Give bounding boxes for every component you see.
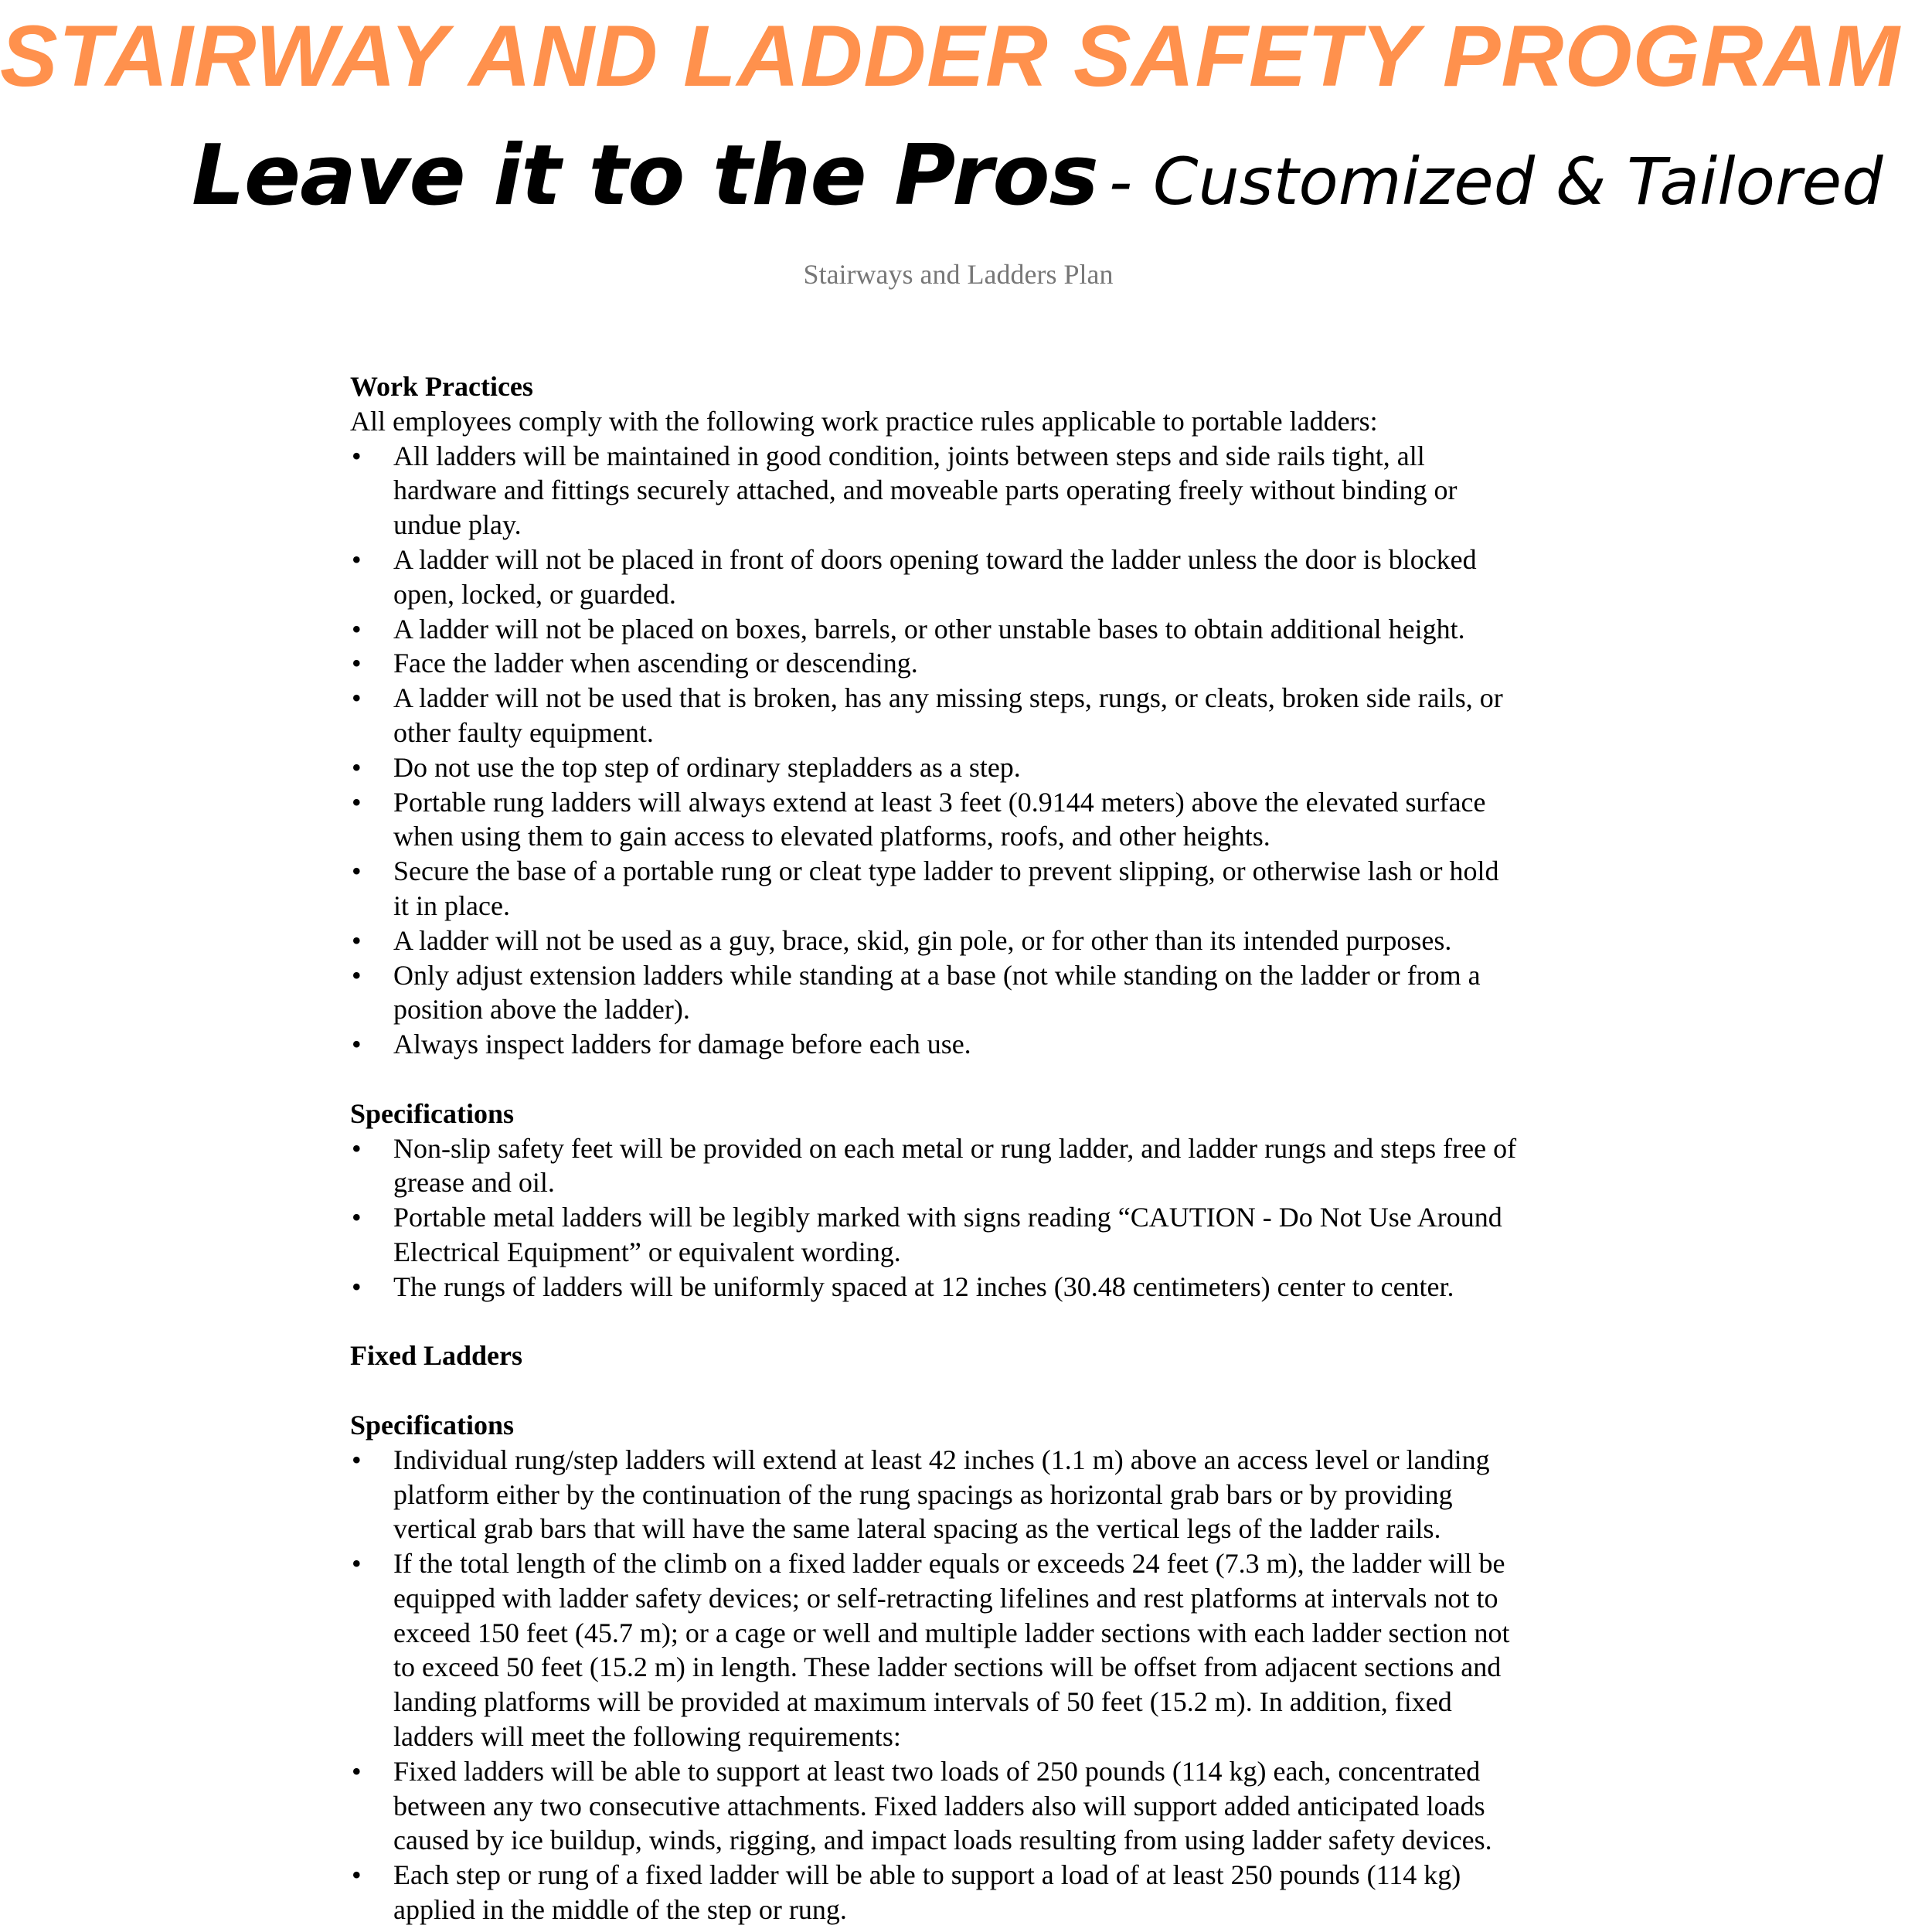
list-item — [350, 1200, 1587, 1270]
list-item-text: Do not use the top step of ordinary stepladders as a step. — [393, 751, 1021, 783]
list-item-text: Individual rung/step ladders will extend at least 42 inches (1.1 m) above an access level or landing — [393, 1444, 1490, 1475]
list-item-text: position above the ladder). — [393, 994, 690, 1026]
bullet-icon: • — [352, 1444, 362, 1475]
list-item-text: Electrical Equipment” or equivalent wording. — [393, 1236, 901, 1267]
list-item-text: it in place. — [393, 889, 510, 921]
list-item-text: Each step or rung of a fixed ladder will be able to support a load of at least 250 pounds (114 kg) — [393, 1859, 1461, 1891]
document-body — [350, 369, 1587, 1927]
list-item — [350, 646, 1587, 681]
list-item — [350, 854, 1587, 923]
bullet-icon: • — [352, 959, 362, 991]
list-item-text: A ladder will not be placed in front of doors opening toward the ladder unless the door is blocked — [393, 543, 1477, 575]
section-heading-fixed-ladders: Fixed Ladders — [350, 1340, 523, 1372]
list-item — [350, 1754, 1587, 1858]
list-item-text: A ladder will not be used that is broken, has any missing steps, rungs, or cleats, broken side rails, or — [393, 682, 1503, 714]
list-item-text: hardware and fittings securely attached, and moveable parts operating freely without binding or — [393, 474, 1458, 506]
list-item-text: to exceed 50 feet (15.2 m) in length. These ladder sections will be offset from adjacent sections and — [393, 1651, 1502, 1683]
work-practices-intro: All employees comply with the following work practice rules applicable to portable ladders: — [350, 405, 1378, 437]
list-item — [350, 439, 1587, 543]
bullet-icon: • — [352, 613, 362, 645]
bullet-icon: • — [352, 855, 362, 887]
list-item-text: grease and oil. — [393, 1167, 555, 1199]
list-item — [350, 750, 1587, 785]
list-item — [350, 1443, 1587, 1546]
tagline-main: Leave it to the Pros — [192, 128, 1098, 224]
list-item-text: applied in the middle of the step or rung. — [393, 1894, 847, 1926]
bullet-icon: • — [352, 440, 362, 471]
list-item — [350, 681, 1587, 750]
list-item-text: exceed 150 feet (45.7 m); or a cage or well and multiple ladder sections with each ladder section not — [393, 1617, 1510, 1648]
list-item-text: other faulty equipment. — [393, 716, 654, 748]
list-item — [350, 1027, 1587, 1062]
list-item-text: landing platforms will be provided at maximum intervals of 50 feet (15.2 m). In addition, fixed — [393, 1686, 1452, 1718]
list-item — [350, 1270, 1587, 1304]
list-item-text: equipped with ladder safety devices; or self-retracting lifelines and rest platforms at intervals not to — [393, 1582, 1498, 1614]
document-subtitle: Stairways and Ladders Plan — [803, 259, 1114, 290]
tagline — [192, 128, 1883, 224]
bullet-icon: • — [352, 682, 362, 714]
bullet-icon: • — [352, 924, 362, 956]
bullet-icon: • — [352, 648, 362, 679]
list-item-text: caused by ice buildup, winds, rigging, and impact loads resulting from using ladder safety devices. — [393, 1825, 1492, 1856]
program-title: STAIRWAY AND LADDER SAFETY PROGRAM — [0, 8, 1900, 104]
list-item — [350, 958, 1587, 1028]
list-item-text: The rungs of ladders will be uniformly spaced at 12 inches (30.48 centimeters) center to center. — [393, 1270, 1454, 1302]
list-item-text: Portable rung ladders will always extend at least 3 feet (0.9144 meters) above the elevated surface — [393, 786, 1486, 818]
tagline-sub: - Customized & Tailored — [1108, 144, 1883, 219]
list-item — [350, 785, 1587, 855]
list-item — [350, 543, 1587, 612]
list-item-text: Non-slip safety feet will be provided on each metal or rung ladder, and ladder rungs and steps free of — [393, 1132, 1517, 1164]
bullet-icon: • — [352, 751, 362, 783]
list-item — [350, 1546, 1587, 1754]
list-item-text: Face the ladder when ascending or descending. — [393, 648, 918, 679]
list-item-text: when using them to gain access to elevated platforms, roofs, and other heights. — [393, 821, 1270, 852]
bullet-icon: • — [352, 1029, 362, 1060]
list-item-text: vertical grab bars that will have the same lateral spacing as the vertical legs of the ladder rails. — [393, 1513, 1441, 1545]
list-item-text: Secure the base of a portable rung or cleat type ladder to prevent slipping, or otherwise lash or hold — [393, 855, 1499, 887]
work-practices-list — [350, 439, 1587, 1062]
list-item-text: open, locked, or guarded. — [393, 578, 676, 610]
list-item-text: Only adjust extension ladders while standing at a base (not while standing on the ladder or from a — [393, 959, 1481, 991]
bullet-icon: • — [352, 1755, 362, 1787]
specifications-list — [350, 1131, 1587, 1304]
bullet-icon: • — [352, 786, 362, 818]
bullet-icon: • — [352, 1132, 362, 1164]
list-item-text: Fixed ladders will be able to support at least two loads of 250 pounds (114 kg) each, concentrated — [393, 1755, 1481, 1787]
bullet-icon: • — [352, 1270, 362, 1302]
list-item-text: A ladder will not be placed on boxes, barrels, or other unstable bases to obtain additional height. — [393, 613, 1465, 645]
list-item — [350, 612, 1587, 647]
bullet-icon: • — [352, 1548, 362, 1580]
list-item-text: undue play. — [393, 509, 522, 541]
list-item-text: Always inspect ladders for damage before each use. — [393, 1029, 971, 1060]
list-item-text: platform either by the continuation of the rung spacings as horizontal grab bars or by providing — [393, 1478, 1453, 1510]
section-heading-specifications: Specifications — [350, 1097, 514, 1129]
list-item-text: ladders will meet the following requirements: — [393, 1721, 901, 1753]
list-item-text: Portable metal ladders will be legibly marked with signs reading “CAUTION - Do Not Use Around — [393, 1202, 1502, 1233]
bullet-icon: • — [352, 543, 362, 575]
bullet-icon: • — [352, 1859, 362, 1891]
section-heading-work-practices: Work Practices — [350, 371, 533, 402]
list-item-text: A ladder will not be used as a guy, brace, skid, gin pole, or for other than its intended purposes. — [393, 924, 1452, 956]
list-item-text: If the total length of the climb on a fixed ladder equals or exceeds 24 feet (7.3 m), the ladder will be — [393, 1548, 1505, 1580]
bullet-icon: • — [352, 1202, 362, 1233]
section-heading-fixed-specifications: Specifications — [350, 1409, 514, 1440]
list-item — [350, 1858, 1587, 1927]
list-item — [350, 923, 1587, 958]
list-item-text: between any two consecutive attachments. Fixed ladders also will support added anticipated loads — [393, 1790, 1485, 1821]
fixed-ladders-list — [350, 1443, 1587, 1927]
list-item — [350, 1131, 1587, 1201]
list-item-text: All ladders will be maintained in good condition, joints between steps and side rails tight, all — [393, 440, 1425, 471]
